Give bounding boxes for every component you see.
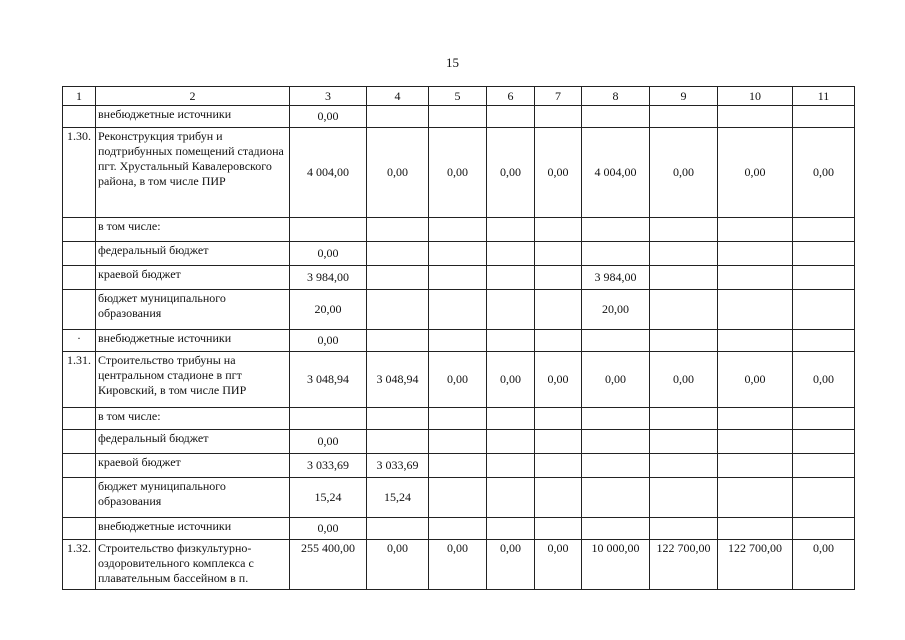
row-name: федеральный бюджет — [96, 242, 290, 266]
cell-col-10 — [718, 242, 793, 266]
cell-col-8 — [582, 106, 650, 128]
row-number — [63, 266, 96, 290]
cell-col-11: 0,00 — [793, 128, 855, 218]
table-row — [63, 352, 855, 408]
cell-col-9 — [650, 454, 718, 478]
cell-col-5 — [429, 242, 487, 266]
row-number — [63, 106, 96, 128]
cell-col-4 — [367, 242, 429, 266]
row-name: краевой бюджет — [96, 454, 290, 478]
cell-col-11 — [793, 242, 855, 266]
cell-col-5 — [429, 518, 487, 540]
cell-col-5 — [429, 478, 487, 518]
table-row — [63, 430, 855, 454]
column-header-8: 8 — [582, 87, 650, 106]
column-header-9: 9 — [650, 87, 718, 106]
cell-col-11 — [793, 106, 855, 128]
cell-col-10 — [718, 408, 793, 430]
cell-col-8 — [582, 430, 650, 454]
cell-col-7 — [535, 106, 582, 128]
cell-col-11 — [793, 290, 855, 330]
cell-col-6 — [487, 290, 535, 330]
table-row — [63, 242, 855, 266]
cell-col-10 — [718, 454, 793, 478]
budget-table — [62, 86, 855, 590]
cell-col-9 — [650, 266, 718, 290]
row-number — [63, 478, 96, 518]
cell-col-3: 0,00 — [290, 106, 367, 128]
cell-col-3: 20,00 — [290, 290, 367, 330]
cell-col-5 — [429, 218, 487, 242]
cell-col-6 — [487, 218, 535, 242]
cell-col-9 — [650, 408, 718, 430]
cell-col-3: 3 984,00 — [290, 266, 367, 290]
cell-col-10: 122 700,00 — [718, 540, 793, 590]
cell-col-11: 0,00 — [793, 352, 855, 408]
cell-col-7: 0,00 — [535, 540, 582, 590]
cell-col-9 — [650, 518, 718, 540]
cell-col-7 — [535, 430, 582, 454]
cell-col-7 — [535, 478, 582, 518]
cell-col-11 — [793, 518, 855, 540]
column-header-6: 6 — [487, 87, 535, 106]
table-row — [63, 540, 855, 590]
cell-col-10 — [718, 430, 793, 454]
cell-col-10: 0,00 — [718, 352, 793, 408]
cell-col-4: 3 048,94 — [367, 352, 429, 408]
cell-col-11: 0,00 — [793, 540, 855, 590]
cell-col-11 — [793, 266, 855, 290]
cell-col-9: 122 700,00 — [650, 540, 718, 590]
cell-col-5 — [429, 290, 487, 330]
cell-col-6 — [487, 518, 535, 540]
cell-col-9 — [650, 218, 718, 242]
cell-col-5: 0,00 — [429, 352, 487, 408]
cell-col-3: 0,00 — [290, 242, 367, 266]
cell-col-7: 0,00 — [535, 352, 582, 408]
cell-col-7 — [535, 454, 582, 478]
row-name: внебюджетные источники — [96, 518, 290, 540]
cell-col-7 — [535, 218, 582, 242]
header-row — [63, 87, 855, 106]
cell-col-8: 10 000,00 — [582, 540, 650, 590]
table-row — [63, 266, 855, 290]
cell-col-8 — [582, 454, 650, 478]
cell-col-11 — [793, 408, 855, 430]
table-row — [63, 330, 855, 352]
cell-col-5 — [429, 454, 487, 478]
cell-col-4 — [367, 430, 429, 454]
cell-col-5 — [429, 430, 487, 454]
row-number — [63, 408, 96, 430]
cell-col-7: 0,00 — [535, 128, 582, 218]
cell-col-8: 20,00 — [582, 290, 650, 330]
cell-col-7 — [535, 518, 582, 540]
row-name: бюджет муниципального образования — [96, 290, 290, 330]
row-number — [63, 454, 96, 478]
row-name: в том числе: — [96, 408, 290, 430]
row-name: краевой бюджет — [96, 266, 290, 290]
column-header-2: 2 — [96, 87, 290, 106]
cell-col-7 — [535, 242, 582, 266]
cell-col-4: 3 033,69 — [367, 454, 429, 478]
cell-col-3: 0,00 — [290, 330, 367, 352]
cell-col-8 — [582, 242, 650, 266]
cell-col-3: 3 033,69 — [290, 454, 367, 478]
cell-col-4: 0,00 — [367, 540, 429, 590]
cell-col-8 — [582, 218, 650, 242]
row-number: 1.32. — [63, 540, 96, 590]
cell-col-11 — [793, 430, 855, 454]
cell-col-4: 15,24 — [367, 478, 429, 518]
cell-col-11 — [793, 218, 855, 242]
cell-col-9 — [650, 106, 718, 128]
cell-col-3 — [290, 218, 367, 242]
cell-col-9 — [650, 290, 718, 330]
cell-col-4: 0,00 — [367, 128, 429, 218]
cell-col-10: 0,00 — [718, 128, 793, 218]
row-name: Строительство физкультурно-оздоровительного комплекса с плавательным бассейном в п. — [96, 540, 290, 590]
cell-col-3: 0,00 — [290, 518, 367, 540]
cell-col-7 — [535, 266, 582, 290]
column-header-10: 10 — [718, 87, 793, 106]
cell-col-9 — [650, 242, 718, 266]
row-number: 1.31. — [63, 352, 96, 408]
table-row — [63, 518, 855, 540]
cell-col-6 — [487, 242, 535, 266]
column-header-11: 11 — [793, 87, 855, 106]
cell-col-4 — [367, 330, 429, 352]
cell-col-8: 4 004,00 — [582, 128, 650, 218]
cell-col-6: 0,00 — [487, 540, 535, 590]
cell-col-4 — [367, 408, 429, 430]
row-number — [63, 430, 96, 454]
cell-col-8: 0,00 — [582, 352, 650, 408]
cell-col-4 — [367, 218, 429, 242]
cell-col-6 — [487, 454, 535, 478]
column-header-3: 3 — [290, 87, 367, 106]
cell-col-7 — [535, 290, 582, 330]
cell-col-10 — [718, 330, 793, 352]
column-header-1: 1 — [63, 87, 96, 106]
column-header-7: 7 — [535, 87, 582, 106]
cell-col-6 — [487, 106, 535, 128]
cell-col-9 — [650, 478, 718, 518]
cell-col-3: 4 004,00 — [290, 128, 367, 218]
row-number — [63, 242, 96, 266]
cell-col-4 — [367, 106, 429, 128]
row-number — [63, 290, 96, 330]
cell-col-10 — [718, 290, 793, 330]
row-number: 1.30. — [63, 128, 96, 218]
row-name: в том числе: — [96, 218, 290, 242]
table-row — [63, 454, 855, 478]
cell-col-10 — [718, 478, 793, 518]
cell-col-5: 0,00 — [429, 540, 487, 590]
cell-col-8 — [582, 408, 650, 430]
cell-col-9: 0,00 — [650, 352, 718, 408]
table-header — [63, 87, 855, 106]
table-row — [63, 478, 855, 518]
row-number — [63, 518, 96, 540]
cell-col-6 — [487, 266, 535, 290]
cell-col-5 — [429, 330, 487, 352]
cell-col-3: 15,24 — [290, 478, 367, 518]
cell-col-6 — [487, 330, 535, 352]
row-name: внебюджетные источники — [96, 106, 290, 128]
row-name: Строительство трибуны на центральном стадионе в пгт Кировский, в том числе ПИР — [96, 352, 290, 408]
row-number — [63, 218, 96, 242]
column-header-5: 5 — [429, 87, 487, 106]
cell-col-6 — [487, 408, 535, 430]
table-row — [63, 128, 855, 218]
cell-col-11 — [793, 454, 855, 478]
row-number: · — [63, 330, 96, 352]
cell-col-5: 0,00 — [429, 128, 487, 218]
cell-col-6 — [487, 478, 535, 518]
cell-col-10 — [718, 106, 793, 128]
cell-col-11 — [793, 478, 855, 518]
cell-col-5 — [429, 408, 487, 430]
cell-col-8 — [582, 478, 650, 518]
table-body — [63, 106, 855, 590]
cell-col-6: 0,00 — [487, 352, 535, 408]
cell-col-9 — [650, 330, 718, 352]
cell-col-6: 0,00 — [487, 128, 535, 218]
table-row — [63, 408, 855, 430]
cell-col-7 — [535, 408, 582, 430]
cell-col-11 — [793, 330, 855, 352]
cell-col-4 — [367, 518, 429, 540]
cell-col-9: 0,00 — [650, 128, 718, 218]
cell-col-5 — [429, 266, 487, 290]
cell-col-10 — [718, 218, 793, 242]
table-row — [63, 290, 855, 330]
cell-col-4 — [367, 290, 429, 330]
cell-col-9 — [650, 430, 718, 454]
page-number: 15 — [446, 55, 459, 70]
cell-col-3 — [290, 408, 367, 430]
cell-col-10 — [718, 518, 793, 540]
cell-col-8: 3 984,00 — [582, 266, 650, 290]
row-name: федеральный бюджет — [96, 430, 290, 454]
cell-col-3: 255 400,00 — [290, 540, 367, 590]
row-name: бюджет муниципального образования — [96, 478, 290, 518]
cell-col-8 — [582, 518, 650, 540]
cell-col-10 — [718, 266, 793, 290]
cell-col-3: 0,00 — [290, 430, 367, 454]
table-row — [63, 106, 855, 128]
cell-col-8 — [582, 330, 650, 352]
cell-col-4 — [367, 266, 429, 290]
column-header-4: 4 — [367, 87, 429, 106]
cell-col-6 — [487, 430, 535, 454]
cell-col-5 — [429, 106, 487, 128]
table-row — [63, 218, 855, 242]
row-name: внебюджетные источники — [96, 330, 290, 352]
row-name: Реконструкция трибун и подтрибунных помещений стадиона пгт. Хрустальный Кавалеровского района, в том числе ПИР — [96, 128, 290, 218]
cell-col-7 — [535, 330, 582, 352]
cell-col-3: 3 048,94 — [290, 352, 367, 408]
